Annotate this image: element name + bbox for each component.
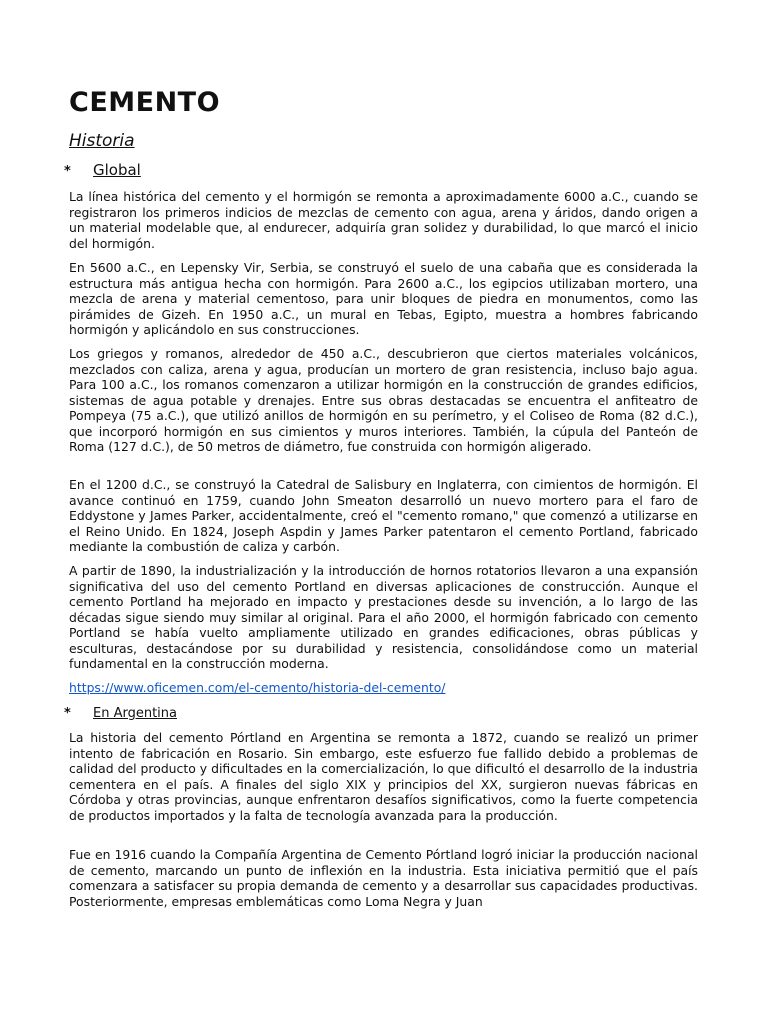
section-heading-global xyxy=(64,160,141,182)
paragraph: La historia del cemento Pórtland en Argentina se remonta a 1872, cuando se realizó un primer intento de fabricación en Rosario. Sin embargo, este esfuerzo fue fallido debido a problemas de calidad del producto y dificultades en la comercialización, lo que dificultó el desarrollo de la industria cementera en el país. A finales del siglo XIX y principios del XX, surgieron nuevas fábricas en Córdoba y otras provincias, aunque enfrentaron desafíos significativos, como la fuerte competencia de productos importados y la falta de tecnología avanzada para la producción. xyxy=(69,730,698,823)
section-heading-argentina xyxy=(64,705,177,722)
section-heading-text: Global xyxy=(93,161,141,179)
document-subtitle: Historia xyxy=(69,131,135,151)
paragraph: En 5600 a.C., en Lepensky Vir, Serbia, se construyó el suelo de una cabaña que es considerada la estructura más antigua hecha con hormigón. Para 2600 a.C., los egipcios utilizaban mortero, una mezcla de arena y material cementoso, para unir bloques de piedra en monumentos, como las pirámides de Gizeh. En 1950 a.C., un mural en Tebas, Egipto, muestra a hombres fabricando hormigón y aplicándolo en sus construcciones. xyxy=(69,260,698,337)
source-link[interactable]: https://www.oficemen.com/el-cemento/historia-del-cemento/ xyxy=(69,680,446,695)
paragraph: En el 1200 d.C., se construyó la Catedral de Salisbury en Inglaterra, con cimientos de hormigón. El avance continuó en 1759, cuando John Smeaton desarrolló un nuevo mortero para el faro de Eddystone y James Parker, accidentalmente, creó el "cemento romano," que comenzó a utilizarse en el Reino Unido. En 1824, Joseph Aspdin y James Parker patentaron el cemento Portland, fabricado mediante la combustión de caliza y carbón. xyxy=(69,477,698,554)
bullet-asterisk: * xyxy=(64,164,71,179)
paragraph: Los griegos y romanos, alrededor de 450 a.C., descubrieron que ciertos materiales volcánicos, mezclados con caliza, arena y agua, producían un mortero de gran resistencia, incluso bajo agua. Para 100 a.C., los romanos comenzaron a utilizar hormigón en la construcción de grandes edificios, sistemas de agua potable y drenajes. Entre sus obras destacadas se encuentra el anfiteatro de Pompeya (75 a.C.), que utilizó anillos de hormigón en su perímetro, y el Coliseo de Roma (82 d.C.), que incorporó hormigón en sus cimientos y muros interiores. También, la cúpula del Panteón de Roma (127 d.C.), de 50 metros de diámetro, fue construida con hormigón aligerado. xyxy=(69,346,698,454)
paragraph: Fue en 1916 cuando la Compañía Argentina de Cemento Pórtland logró iniciar la producción nacional de cemento, marcando un punto de inflexión en la industria. Esta iniciativa permitió que el país comenzara a satisfacer su propia demanda de cemento y a desarrollar sus capacidades productivas. Posteriormente, empresas emblemáticas como Loma Negra y Juan xyxy=(69,847,698,909)
bullet-asterisk: * xyxy=(64,706,71,721)
paragraph: La línea histórica del cemento y el hormigón se remonta a aproximadamente 6000 a.C., cuando se registraron los primeros indicios de mezclas de cemento con agua, arena y áridos, dando origen a un material modelable que, al endurecer, adquiría gran solidez y durabilidad, lo que marcó el inicio del hormigón. xyxy=(69,189,698,251)
paragraph: A partir de 1890, la industrialización y la introducción de hornos rotatorios llevaron a una expansión significativa del uso del cemento Portland en diversas aplicaciones de construcción. Aunque el cemento Portland ha mejorado en impacto y prestaciones desde su invención, a lo largo de las décadas sigue siendo muy similar al original. Para el año 2000, el hormigón fabricado con cemento Portland se había vuelto ampliamente utilizado en grandes edificaciones, obras públicas y esculturas, destacándose por su durabilidad y resistencia, consolidándose como un material fundamental en la construcción moderna. xyxy=(69,563,698,671)
document-title: CEMENTO xyxy=(69,87,221,118)
section-heading-text: En Argentina xyxy=(93,706,177,721)
